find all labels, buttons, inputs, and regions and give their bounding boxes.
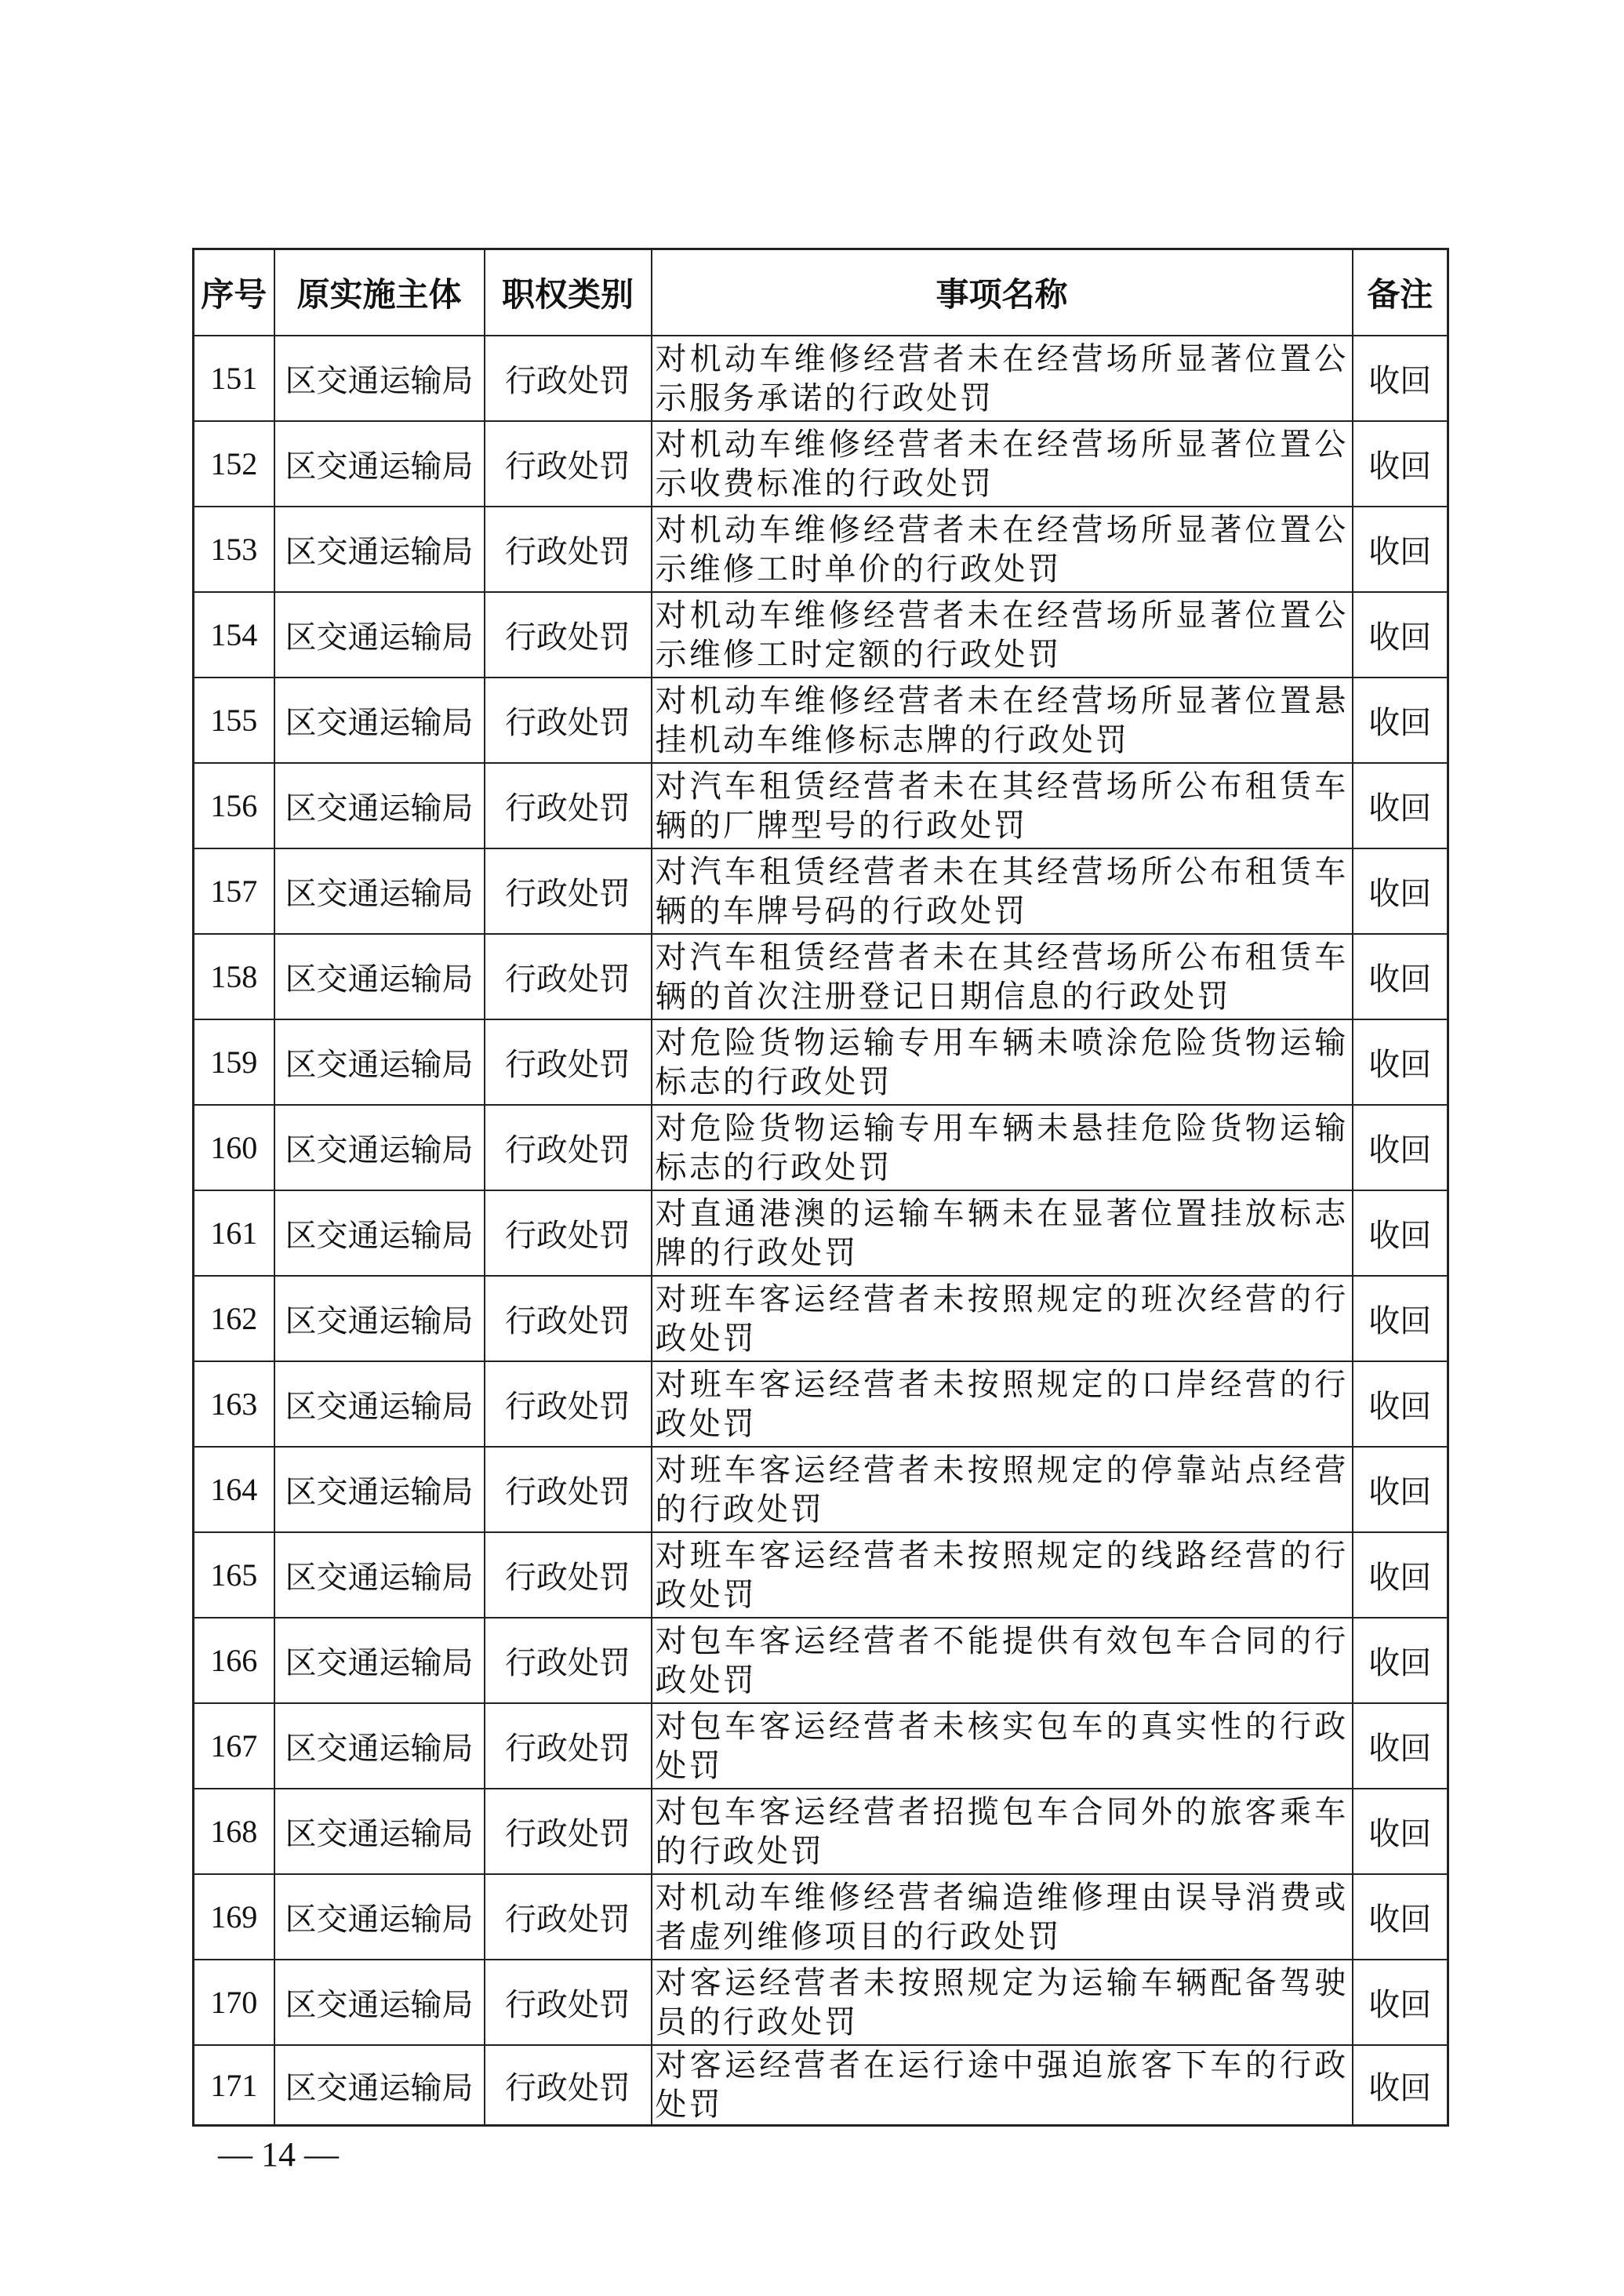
row-type: 行政处罚 xyxy=(485,1276,652,1361)
header-item: 事项名称 xyxy=(652,249,1353,336)
table-row xyxy=(194,2045,1448,2126)
row-note: 收回 xyxy=(1353,1874,1448,1960)
row-note: 收回 xyxy=(1353,1618,1448,1703)
row-item: 对直通港澳的运输车辆未在显著位置挂放标志牌的行政处罚 xyxy=(652,1190,1353,1276)
row-number: 157 xyxy=(194,848,274,934)
row-body: 区交通运输局 xyxy=(274,1789,485,1874)
row-number: 158 xyxy=(194,934,274,1019)
row-item: 对客运经营者在运行途中强迫旅客下车的行政处罚 xyxy=(652,2045,1353,2126)
table-row xyxy=(194,1532,1448,1618)
row-note: 收回 xyxy=(1353,592,1448,678)
row-number: 151 xyxy=(194,336,274,421)
table-row xyxy=(194,848,1448,934)
row-note: 收回 xyxy=(1353,507,1448,592)
row-note: 收回 xyxy=(1353,421,1448,507)
row-note: 收回 xyxy=(1353,2045,1448,2126)
row-note: 收回 xyxy=(1353,1960,1448,2045)
row-number: 165 xyxy=(194,1532,274,1618)
row-body: 区交通运输局 xyxy=(274,1960,485,2045)
row-note: 收回 xyxy=(1353,1703,1448,1789)
row-number: 163 xyxy=(194,1361,274,1447)
row-number: 169 xyxy=(194,1874,274,1960)
row-body: 区交通运输局 xyxy=(274,1105,485,1190)
header-body: 原实施主体 xyxy=(274,249,485,336)
row-note: 收回 xyxy=(1353,1447,1448,1532)
row-note: 收回 xyxy=(1353,1190,1448,1276)
row-type: 行政处罚 xyxy=(485,1361,652,1447)
table-row xyxy=(194,592,1448,678)
table-row xyxy=(194,934,1448,1019)
row-item: 对危险货物运输专用车辆未喷涂危险货物运输标志的行政处罚 xyxy=(652,1019,1353,1105)
items-table xyxy=(192,248,1449,2127)
row-note: 收回 xyxy=(1353,1276,1448,1361)
header-type: 职权类别 xyxy=(485,249,652,336)
row-note: 收回 xyxy=(1353,1105,1448,1190)
row-type: 行政处罚 xyxy=(485,1190,652,1276)
row-body: 区交通运输局 xyxy=(274,1019,485,1105)
row-type: 行政处罚 xyxy=(485,1960,652,2045)
row-note: 收回 xyxy=(1353,678,1448,763)
row-type: 行政处罚 xyxy=(485,1019,652,1105)
row-item: 对客运经营者未按照规定为运输车辆配备驾驶员的行政处罚 xyxy=(652,1960,1353,2045)
row-type: 行政处罚 xyxy=(485,507,652,592)
row-type: 行政处罚 xyxy=(485,421,652,507)
row-note: 收回 xyxy=(1353,848,1448,934)
row-number: 159 xyxy=(194,1019,274,1105)
row-body: 区交通运输局 xyxy=(274,592,485,678)
table-row xyxy=(194,1361,1448,1447)
row-type: 行政处罚 xyxy=(485,1618,652,1703)
row-body: 区交通运输局 xyxy=(274,507,485,592)
table-row xyxy=(194,1190,1448,1276)
row-note: 收回 xyxy=(1353,1019,1448,1105)
row-note: 收回 xyxy=(1353,1532,1448,1618)
row-item: 对班车客运经营者未按照规定的停靠站点经营的行政处罚 xyxy=(652,1447,1353,1532)
row-item: 对机动车维修经营者未在经营场所显著位置公示维修工时单价的行政处罚 xyxy=(652,507,1353,592)
row-body: 区交通运输局 xyxy=(274,336,485,421)
row-number: 168 xyxy=(194,1789,274,1874)
table-header-row xyxy=(194,249,1448,336)
row-type: 行政处罚 xyxy=(485,1703,652,1789)
row-number: 153 xyxy=(194,507,274,592)
row-note: 收回 xyxy=(1353,1361,1448,1447)
row-type: 行政处罚 xyxy=(485,2045,652,2126)
row-body: 区交通运输局 xyxy=(274,763,485,848)
row-item: 对包车客运经营者招揽包车合同外的旅客乘车的行政处罚 xyxy=(652,1789,1353,1874)
row-type: 行政处罚 xyxy=(485,592,652,678)
row-item: 对机动车维修经营者未在经营场所显著位置公示收费标准的行政处罚 xyxy=(652,421,1353,507)
row-body: 区交通运输局 xyxy=(274,1361,485,1447)
row-type: 行政处罚 xyxy=(485,848,652,934)
row-number: 171 xyxy=(194,2045,274,2126)
row-item: 对机动车维修经营者未在经营场所显著位置公示维修工时定额的行政处罚 xyxy=(652,592,1353,678)
row-body: 区交通运输局 xyxy=(274,678,485,763)
row-note: 收回 xyxy=(1353,763,1448,848)
row-type: 行政处罚 xyxy=(485,336,652,421)
row-type: 行政处罚 xyxy=(485,678,652,763)
row-body: 区交通运输局 xyxy=(274,1532,485,1618)
table-row xyxy=(194,1703,1448,1789)
row-body: 区交通运输局 xyxy=(274,934,485,1019)
row-item: 对汽车租赁经营者未在其经营场所公布租赁车辆的厂牌型号的行政处罚 xyxy=(652,763,1353,848)
row-number: 156 xyxy=(194,763,274,848)
row-item: 对危险货物运输专用车辆未悬挂危险货物运输标志的行政处罚 xyxy=(652,1105,1353,1190)
row-number: 170 xyxy=(194,1960,274,2045)
row-item: 对包车客运经营者未核实包车的真实性的行政处罚 xyxy=(652,1703,1353,1789)
row-type: 行政处罚 xyxy=(485,1447,652,1532)
row-body: 区交通运输局 xyxy=(274,848,485,934)
row-body: 区交通运输局 xyxy=(274,1703,485,1789)
row-number: 155 xyxy=(194,678,274,763)
row-type: 行政处罚 xyxy=(485,1874,652,1960)
row-item: 对机动车维修经营者未在经营场所显著位置悬挂机动车维修标志牌的行政处罚 xyxy=(652,678,1353,763)
row-note: 收回 xyxy=(1353,934,1448,1019)
table-row xyxy=(194,421,1448,507)
row-note: 收回 xyxy=(1353,1789,1448,1874)
row-item: 对班车客运经营者未按照规定的线路经营的行政处罚 xyxy=(652,1532,1353,1618)
row-number: 162 xyxy=(194,1276,274,1361)
table-row xyxy=(194,1105,1448,1190)
row-number: 160 xyxy=(194,1105,274,1190)
row-number: 154 xyxy=(194,592,274,678)
row-body: 区交通运输局 xyxy=(274,1618,485,1703)
table-row xyxy=(194,507,1448,592)
row-item: 对汽车租赁经营者未在其经营场所公布租赁车辆的车牌号码的行政处罚 xyxy=(652,848,1353,934)
row-type: 行政处罚 xyxy=(485,1532,652,1618)
row-body: 区交通运输局 xyxy=(274,1276,485,1361)
header-no: 序号 xyxy=(194,249,274,336)
row-type: 行政处罚 xyxy=(485,1105,652,1190)
row-item: 对包车客运经营者不能提供有效包车合同的行政处罚 xyxy=(652,1618,1353,1703)
header-note: 备注 xyxy=(1353,249,1448,336)
page-number: — 14 — xyxy=(218,2135,339,2174)
row-number: 164 xyxy=(194,1447,274,1532)
row-number: 167 xyxy=(194,1703,274,1789)
table-row xyxy=(194,1019,1448,1105)
table-row xyxy=(194,1960,1448,2045)
row-item: 对机动车维修经营者编造维修理由误导消费或者虚列维修项目的行政处罚 xyxy=(652,1874,1353,1960)
row-body: 区交通运输局 xyxy=(274,2045,485,2126)
row-number: 161 xyxy=(194,1190,274,1276)
row-body: 区交通运输局 xyxy=(274,1874,485,1960)
table-row xyxy=(194,1618,1448,1703)
table-row xyxy=(194,336,1448,421)
row-item: 对班车客运经营者未按照规定的班次经营的行政处罚 xyxy=(652,1276,1353,1361)
row-body: 区交通运输局 xyxy=(274,421,485,507)
table-row xyxy=(194,1276,1448,1361)
table-row xyxy=(194,1789,1448,1874)
table-row xyxy=(194,1874,1448,1960)
row-item: 对汽车租赁经营者未在其经营场所公布租赁车辆的首次注册登记日期信息的行政处罚 xyxy=(652,934,1353,1019)
row-body: 区交通运输局 xyxy=(274,1190,485,1276)
row-type: 行政处罚 xyxy=(485,763,652,848)
row-body: 区交通运输局 xyxy=(274,1447,485,1532)
table-row xyxy=(194,678,1448,763)
row-number: 152 xyxy=(194,421,274,507)
row-note: 收回 xyxy=(1353,336,1448,421)
row-type: 行政处罚 xyxy=(485,934,652,1019)
row-item: 对机动车维修经营者未在经营场所显著位置公示服务承诺的行政处罚 xyxy=(652,336,1353,421)
table-row xyxy=(194,1447,1448,1532)
table-row xyxy=(194,763,1448,848)
row-number: 166 xyxy=(194,1618,274,1703)
row-type: 行政处罚 xyxy=(485,1789,652,1874)
row-item: 对班车客运经营者未按照规定的口岸经营的行政处罚 xyxy=(652,1361,1353,1447)
